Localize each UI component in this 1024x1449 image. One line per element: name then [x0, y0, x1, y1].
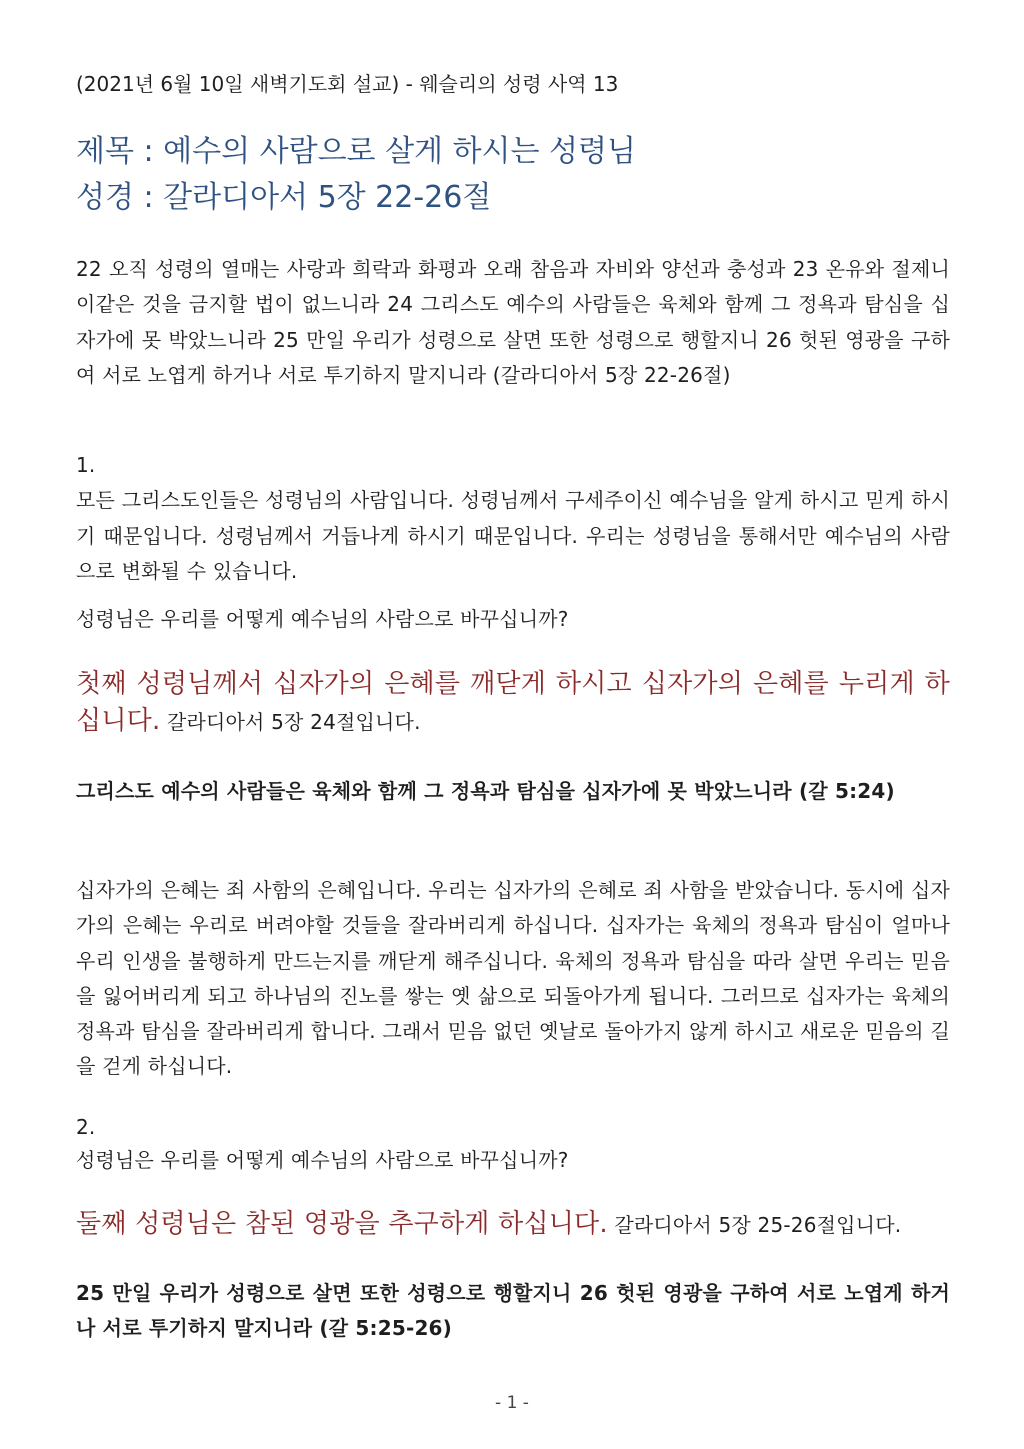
- page-number: - 1 -: [495, 1393, 529, 1413]
- scripture-reference: 성경 : 갈라디아서 5장 22-26절: [76, 180, 492, 215]
- section-1-intro: 모든 그리스도인들은 성령님의 사람입니다. 성령님께서 구세주이신 예수님을 알게 하시고 믿게 하시기 때문입니다. 성령님께서 거듭나게 하시기 때문입니다. 우리는 성령님을 통해서만 예수님의 사람으로 변화될 수 있습니다.: [76, 488, 950, 583]
- section-2-verse: 25 만일 우리가 성령으로 살면 또한 성령으로 행할지니 26 헛된 영광을 구하여 서로 노엽게 하거나 서로 투기하지 말지니라 (갈 5:25-26): [76, 1281, 950, 1341]
- section-1-verse: 그리스도 예수의 사람들은 육체와 함께 그 정욕과 탐심을 십자가에 못 박았느니라 (갈 5:24): [76, 779, 895, 803]
- section-1-point: 첫째 성령님께서 십자가의 은혜를 깨닫게 하시고 십자가의 은혜를 누리게 하십니다.: [76, 669, 950, 736]
- section-1-explanation: 십자가의 은혜는 죄 사함의 은혜입니다. 우리는 십자가의 은혜로 죄 사함을 받았습니다. 동시에 십자가의 은혜는 우리로 버려야할 것들을 잘라버리게 하십니다. 십자가는 육체의 정욕과 탐심이 얼마나 우리 인생을 불행하게 만드는지를 깨닫게 해주십니다. 육체의 정욕과 탐심을 따라 살면 우리는 믿음을 잃어버리게 되고 하나님의 진노를 쌓는 옛 삶으로 되돌아가게 됩니다. 그러므로 십자가는 육체의 정욕과 탐심을 잘라버리게 합니다. 그래서 믿음 없던 옛날로 돌아가지 않게 하시고 새로운 믿음의 길을 걷게 하십니다.: [76, 878, 950, 1079]
- section-1-point-paragraph: [76, 666, 950, 740]
- section-2-question: 성령님은 우리를 어떻게 예수님의 사람으로 바꾸십니까?: [76, 1148, 569, 1172]
- section-2-point: 둘째 성령님은 참된 영광을 추구하게 하십니다.: [76, 1209, 608, 1239]
- section-2-point-paragraph: [76, 1206, 950, 1243]
- section-2-number: 2.: [76, 1115, 96, 1139]
- section-2-point-reference: 갈라디아서 5장 25-26절입니다.: [607, 1213, 902, 1237]
- section-1-question: 성령님은 우리를 어떻게 예수님의 사람으로 바꾸십니까?: [76, 607, 569, 631]
- section-1-intro-block: [76, 448, 950, 589]
- section-1-number: 1.: [76, 453, 96, 477]
- sermon-title: 제목 : 예수의 사람으로 살게 하시는 성령님: [76, 134, 636, 169]
- sermon-header: (2021년 6월 10일 새벽기도회 설교) - 웨슬리의 성령 사역 13: [76, 72, 619, 96]
- scripture-passage: 22 오직 성령의 열매는 사랑과 희락과 화평과 오래 참음과 자비와 양선과 충성과 23 온유와 절제니 이같은 것을 금지할 법이 없느니라 24 그리스도 예수의 사람들은 육체와 함께 그 정욕과 탐심을 십자가에 못 박았느니라 25 만일 우리가 성령으로 살면 또한 성령으로 행할지니 26 헛된 영광을 구하여 서로 노엽게 하거나 서로 투기하지 말지니라 (갈라디아서 5장 22-26절): [76, 257, 950, 387]
- section-1-point-reference: 갈라디아서 5장 24절입니다.: [160, 710, 421, 734]
